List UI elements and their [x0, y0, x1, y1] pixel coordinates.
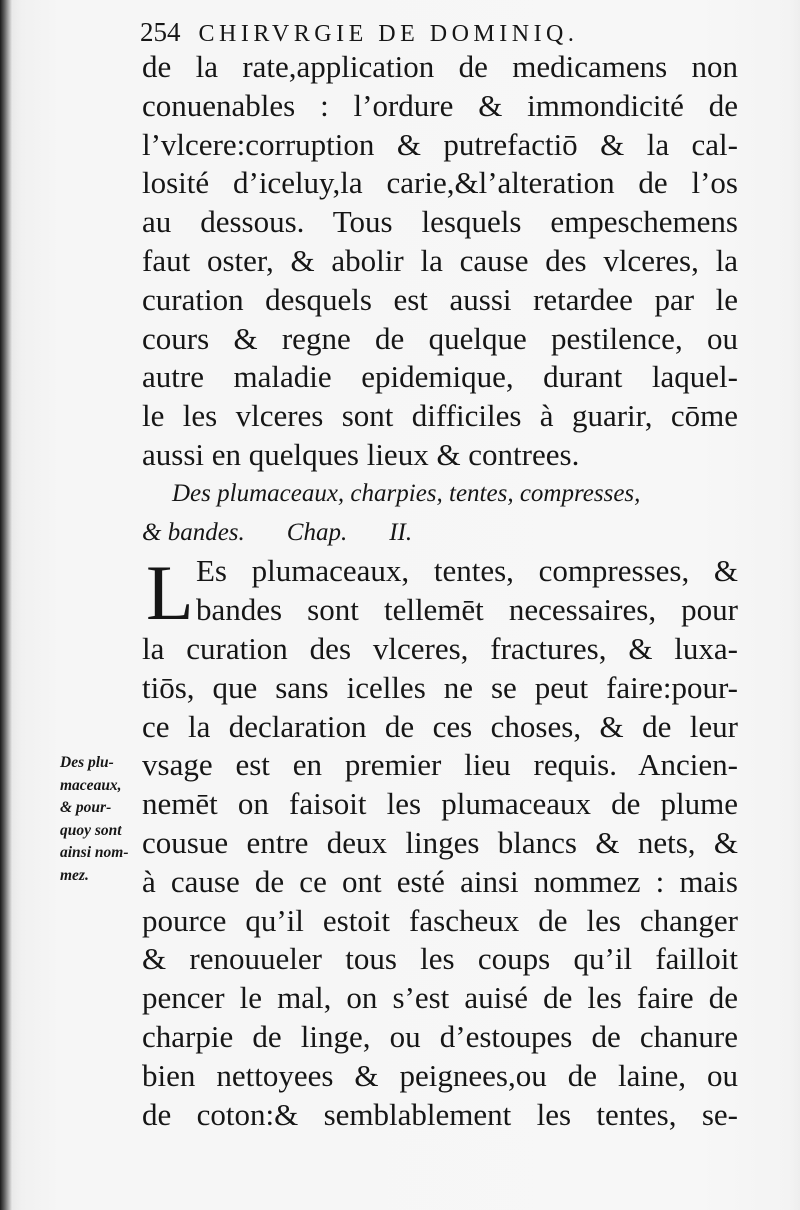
section-line: ce la declaration de ces choses, & de leur: [142, 708, 738, 744]
margin-note-line: mez.: [60, 866, 89, 884]
body-line: cours & regne de quelque pestilence, ou: [142, 320, 738, 356]
body-line: faut oster, & abolir la cause des vlceres, la: [142, 242, 738, 278]
section-line: à cause de ce ont esté ainsi nommez : mais: [142, 863, 738, 899]
body-line: losité d’iceluy,la carie,&l’alteration de l’os: [142, 165, 738, 201]
binding-gutter: [0, 0, 12, 1210]
section-line: Es plumaceaux, tentes, compresses, &: [196, 553, 738, 589]
body-line: conuenables : l’ordure & immondicité de: [142, 87, 738, 123]
body-line: au dessous. Tous lesquels empeschemens: [142, 204, 738, 240]
section-line: pource qu’il estoit fascheux de les changer: [142, 902, 738, 938]
running-header: [140, 14, 740, 50]
text-block: [142, 48, 738, 1134]
section-line: & renouueler tous les coups qu’il failloit: [142, 941, 738, 977]
body-line: de la rate,application de medicamens non: [142, 49, 738, 84]
section-line: charpie de linge, ou d’estoupes de chanure: [142, 1018, 738, 1054]
section-line: bien nettoyees & peignees,ou de laine, ou: [142, 1057, 738, 1093]
body-line: autre maladie epidemique, durant laquel-: [142, 359, 738, 395]
margin-note-line: ainsi nom-: [60, 844, 129, 861]
margin-note-line: maceaux,: [60, 776, 122, 794]
section-line: nemēt on faisoit les plumaceaux de plume: [142, 786, 738, 822]
margin-note: [60, 752, 144, 887]
section-line: cousue entre deux linges blancs & nets, &: [142, 824, 738, 860]
page-number: 254: [140, 17, 181, 47]
drop-cap-initial: L: [146, 549, 194, 636]
margin-note-line: Des plu-: [60, 754, 114, 771]
section-line: pencer le mal, on s’est auisé de les faire de: [142, 980, 738, 1016]
section-line: de coton:& semblablement les tentes, se-: [142, 1096, 738, 1132]
body-line: l’vlcere:corruption & putrefactiō & la cal-: [142, 126, 738, 162]
body-line: curation desquels est aussi retardee par le: [142, 281, 738, 317]
chapter-heading-line-1: Des plumaceaux, charpies, tentes, compresses,: [172, 479, 641, 507]
section-line: bandes sont tellemēt necessaires, pour: [196, 592, 738, 628]
section-line: la curation des vlceres, fractures, & luxa-: [142, 630, 738, 666]
margin-note-line: & pour-: [60, 799, 112, 816]
chapter-heading-title-end: & bandes.: [142, 518, 245, 546]
chapter-number: II.: [389, 518, 413, 546]
section-line: vsage est en premier lieu requis. Ancien-: [142, 747, 738, 783]
chapter-heading-line-2: [142, 514, 738, 553]
section-line: tiōs, que sans icelles ne se peut faire:pour-: [142, 669, 738, 705]
margin-note-line: quoy sont: [60, 821, 122, 839]
body-line: aussi en quelques lieux & contrees.: [142, 436, 580, 472]
running-title: CHIRVRGIE DE DOMINIQ.: [198, 21, 579, 47]
chapter-label: Chap.: [286, 518, 348, 546]
body-line: le les vlceres sont difficiles à guarir, cōme: [142, 398, 738, 434]
